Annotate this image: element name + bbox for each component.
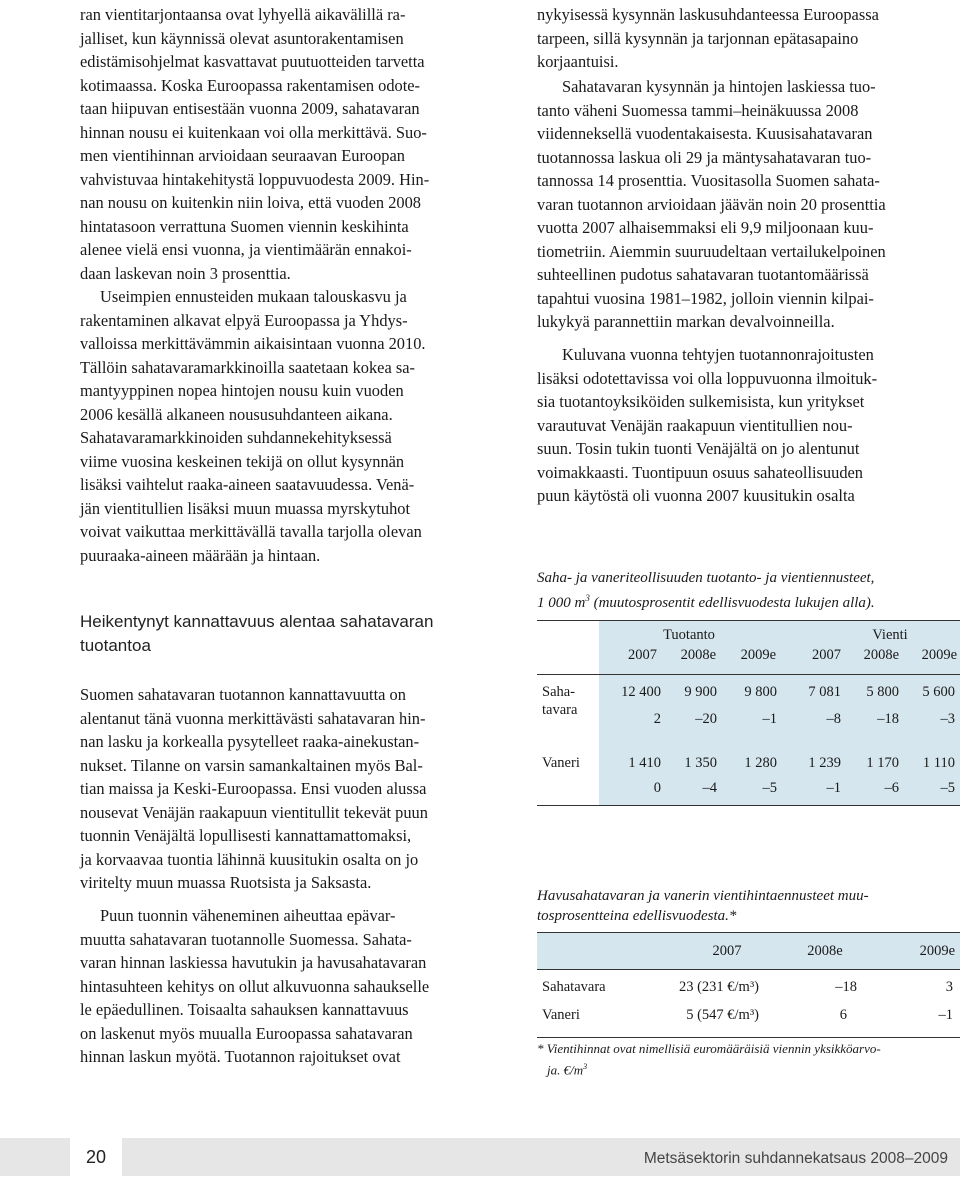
- table-cell: 9 900: [684, 684, 717, 700]
- table-cell: 3: [945, 979, 953, 995]
- table1-caption: [537, 568, 960, 613]
- text-line: Kuluvana vuonna tehtyjen tuotannonrajoitusten: [562, 345, 874, 364]
- table-cell: –18: [835, 979, 857, 995]
- text-line: nykyisessä kysynnän laskusuhdanteessa Euroopassa: [537, 5, 879, 24]
- text-line: on laskenut myös muualla Euroopassa sahatavaran: [80, 1023, 413, 1043]
- text-line: hinnan nousu ei kuitenkaan voi olla merkittävä. Suo-: [80, 122, 427, 142]
- paragraph-profitability: [80, 683, 503, 895]
- column-header: 2009e: [921, 647, 957, 663]
- table-cell: 7 081: [808, 684, 841, 700]
- text-line: Useimpien ennusteiden mukaan talouskasvu ja: [100, 287, 407, 306]
- row-label: Vaneri: [542, 755, 580, 771]
- text-line: viime vuosina keskeinen tekijä on ollut kysynnän: [80, 451, 405, 471]
- table-cell-change: –4: [702, 780, 717, 796]
- text-line: vahvistuvaa hintakehitystä loppuvuodesta 2009. Hin-: [80, 169, 430, 189]
- paragraph-export-outlook: [80, 3, 503, 285]
- text-line: puuraaka-aineen määrään ja hintaan.: [80, 545, 321, 565]
- section-heading: [80, 610, 503, 658]
- text-line: viritelty muun muassa Ruotsista ja Saksasta.: [80, 873, 372, 892]
- table-cell-change: –18: [877, 711, 899, 727]
- text-line: Tällöin sahatavaramarkkinoilla saatetaan kokea sa-: [80, 357, 415, 377]
- table-rule: [537, 805, 960, 806]
- text-line: daan laskevan noin 3 prosenttia.: [80, 263, 291, 283]
- text-line: hinnan laskun myötä. Tuotannon rajoitukset ovat: [80, 1047, 401, 1066]
- text-line: jalliset, kun käynnissä olevat asuntorakentamisen: [80, 28, 404, 48]
- table-rule: [537, 969, 960, 970]
- text-line: varautuvat Venäjän raakapuun vientitullien nou-: [537, 415, 853, 435]
- row-label: tavara: [542, 702, 578, 718]
- page-number: 20: [85, 1147, 107, 1167]
- text-line: le epäedullinen. Toisaalta sahauksen kannattavuus: [80, 1000, 409, 1019]
- text-line: Suomen sahatavaran tuotannon kannattavuutta on: [80, 685, 406, 704]
- table-rule: [537, 932, 960, 933]
- column-header: 2008e: [863, 647, 899, 663]
- text-line: voimakkaasti. Tuontipuun osuus sahateollisuuden: [537, 462, 863, 482]
- text-line: varan hinnan laskiessa havutukin ja havusahatavaran: [80, 953, 427, 972]
- column-header: 2007: [628, 647, 657, 663]
- text-line: vuotta 2007 alhaisemmaksi eli 9,9 miljoonaan kuu-: [537, 218, 874, 237]
- table-cell-change: –3: [940, 711, 955, 727]
- table-cell-change: –1: [762, 711, 777, 727]
- text-line: viidenneksellä vuodentakaisesta. Kuusisahatavaran: [537, 124, 873, 143]
- group-header-production: Tuotanto: [663, 627, 715, 643]
- text-line: nan lasku ja korkealla pysytelleet raaka-ainekustan-: [80, 732, 420, 751]
- text-line: alenee vielä ensi vuonna, ja vientimäärän ennakoi-: [80, 240, 412, 259]
- text-line: Sahatavaran kysynnän ja hintojen laskiessa tuo-: [562, 77, 876, 96]
- row-label: Sahatavara: [542, 979, 606, 995]
- paragraph-production-decline: [537, 75, 960, 334]
- table-cell-change: –8: [826, 711, 841, 727]
- text-line: Puun tuonnin väheneminen aiheuttaa epävar-: [100, 906, 396, 925]
- text-line: 2006 kesällä alkaneen noususuhdanteen aikana.: [80, 404, 393, 424]
- text-line: varan tuotannon arvioidaan jäävän noin 20 prosenttia: [537, 194, 886, 214]
- text-line: suhteellinen pudotus sahatavaran tuotantomäärissä: [537, 265, 869, 284]
- table-cell: 9 800: [744, 684, 777, 700]
- text-line: muutta sahatavaran tuotannolle Suomessa. Sahata-: [80, 929, 412, 949]
- text-line: ja korvaavaa tuontia lähinnä kuusitukin osalta on jo: [80, 849, 419, 869]
- table-rule: [537, 620, 960, 621]
- text-line: tian maissa ja Keski-Euroopassa. Ensi vuoden alussa: [80, 779, 427, 798]
- table-cell-change: –20: [695, 711, 717, 727]
- column-header: 2009e: [919, 943, 955, 959]
- text-line: lisäksi odotettavissa voi olla loppuvuonna ilmoituk-: [537, 368, 878, 388]
- text-line: lukykyä parannettiin markan devalvoinneilla.: [537, 312, 835, 331]
- text-line: Sahatavaramarkkinoiden suhdannekehityksessä: [80, 428, 392, 447]
- table-cell-change: –6: [884, 780, 899, 796]
- column-header: 2009e: [740, 647, 776, 663]
- text-line: nan nousu on kuitenkin niin loiva, että vuoden 2008: [80, 193, 421, 212]
- text-line: tiometriin. Aiemmin suuruudeltaan vertailukelpoinen: [537, 241, 886, 261]
- group-header-export: Vienti: [872, 627, 908, 643]
- table-cell: 23 (231 €/m³): [678, 979, 759, 995]
- text-line: tuotannossa laskua oli 29 ja mäntysahatavaran tuo-: [537, 147, 872, 167]
- caption-line: 1 000 $m^3$ (muutosprosentit edellisvuodesta lukujen alla).: [537, 593, 875, 611]
- row-label: Vaneri: [542, 1007, 580, 1023]
- table-rule: [537, 674, 960, 675]
- text-line: tuonnin Venäjältä lopullisesti kannattamattomaksi,: [80, 826, 412, 845]
- column-header: 2007: [712, 943, 742, 959]
- text-line: men vientihinnan arvioidaan seuraavan Euroopan: [80, 146, 405, 165]
- table-cell: 6: [839, 1007, 847, 1023]
- heading-line: tuotantoa: [80, 636, 151, 655]
- table-cell: 5 800: [866, 684, 899, 700]
- text-line: valloissa merkittävämmin aikaisintaan vuonna 2010.: [80, 334, 426, 353]
- table2-footnote: [537, 1040, 937, 1079]
- text-line: korjaantuisi.: [537, 52, 619, 71]
- table-rule: [537, 1037, 960, 1038]
- text-line: mantyyppinen nopea hintojen nousu kuin vuoden: [80, 381, 404, 400]
- heading-line: Heikentynyt kannattavuus alentaa sahatavaran: [80, 612, 434, 631]
- footnote-line: ja. $€/m^3$: [547, 1062, 588, 1078]
- text-line: ran vientitarjontaansa ovat lyhyellä aikavälillä ra-: [80, 5, 406, 24]
- row-label: Saha-: [542, 684, 576, 700]
- column-header: 2007: [812, 647, 841, 663]
- text-line: tannossa 14 prosenttia. Vuositasolla Suomen sahata-: [537, 171, 880, 190]
- caption-line: Havusahatavaran ja vanerin vientihintaennusteet muu-: [537, 888, 869, 904]
- text-line: voivat vaikuttaa merkittävällä tavalla tarjolla olevan: [80, 522, 422, 541]
- paragraph-closures: [537, 343, 960, 508]
- table-cell: 5 (547 €/m³): [686, 1007, 759, 1023]
- table-cell: 1 350: [684, 755, 717, 771]
- footnote-line: * Vientihinnat ovat nimellisiä euromääräisiä viennin yksikköarvo-: [537, 1041, 881, 1056]
- publication-title: Metsäsektorin suhdannekatsaus 2008–2009: [643, 1150, 948, 1167]
- text-line: nousevat Venäjän raakapuun vientitullit tekevät puun: [80, 802, 428, 822]
- paragraph-demand: [537, 3, 960, 74]
- text-line: rakentaminen alkavat elpyä Euroopassa ja Yhdys-: [80, 310, 408, 330]
- table-cell-change: –5: [940, 780, 955, 796]
- price-table: [537, 932, 960, 1042]
- table-cell-change: –1: [826, 780, 841, 796]
- table-cell: 12 400: [621, 684, 661, 700]
- table-cell-change: 2: [653, 711, 661, 727]
- paragraph-wood-imports: [80, 904, 503, 1069]
- text-line: lisäksi vaihtelut raaka-aineen saatavuudessa. Venä-: [80, 475, 415, 494]
- forecast-table: [537, 620, 960, 810]
- caption-line: tosprosentteina edellisvuodesta.*: [537, 908, 737, 924]
- text-line: tarpeen, sillä kysynnän ja tarjonnan epätasapaino: [537, 28, 859, 48]
- page-footer: [0, 1138, 960, 1176]
- paragraph-economic-growth: [80, 285, 503, 567]
- text-line: tanto väheni Suomessa tammi–heinäkuussa 2008: [537, 100, 859, 120]
- column-header: 2008e: [807, 943, 843, 959]
- text-line: hintasuhteen kehitys on ollut alkuvuonna sahaukselle: [80, 976, 430, 996]
- table-cell: 1 280: [744, 755, 777, 771]
- table-cell: 1 239: [808, 755, 841, 771]
- table-cell-change: 0: [653, 780, 661, 796]
- text-line: hintatasoon verrattuna Suomen viennin keskihinta: [80, 216, 409, 236]
- table2-caption: [537, 886, 960, 926]
- text-line: nukset. Tilanne on varsin samankaltainen myös Bal-: [80, 755, 423, 775]
- table-cell-change: –5: [762, 780, 777, 796]
- text-line: sia tuotantoyksiköiden sulkemisista, kun yritykset: [537, 392, 865, 411]
- text-line: tapahtui vuosina 1981–1982, jolloin viennin kilpai-: [537, 288, 874, 308]
- table-cell: 1 110: [922, 755, 955, 771]
- table-cell: 1 170: [866, 755, 899, 771]
- text-line: alentanut tänä vuonna merkittävästi sahatavaran hin-: [80, 708, 426, 728]
- text-line: suun. Tosin tukin tuonti Venäjältä on jo alentunut: [537, 439, 860, 458]
- text-line: kotimaassa. Koska Euroopassa rakentamisen odote-: [80, 75, 421, 95]
- table-cell: –1: [938, 1007, 953, 1023]
- caption-line: Saha- ja vaneriteollisuuden tuotanto- ja vientiennusteet,: [537, 570, 875, 586]
- text-line: jän vientitullien lisäksi muun muassa myrskytuhot: [80, 498, 411, 518]
- table-cell: 5 600: [922, 684, 955, 700]
- text-line: edistämisohjelmat kasvattavat puutuotteiden tarvetta: [80, 52, 425, 71]
- table-cell: 1 410: [628, 755, 661, 771]
- text-line: puun käytöstä oli vuonna 2007 kuusitukin osalta: [537, 486, 855, 505]
- column-header: 2008e: [680, 647, 716, 663]
- text-line: taan hiipuvan entisestään vuonna 2009, sahatavaran: [80, 99, 420, 118]
